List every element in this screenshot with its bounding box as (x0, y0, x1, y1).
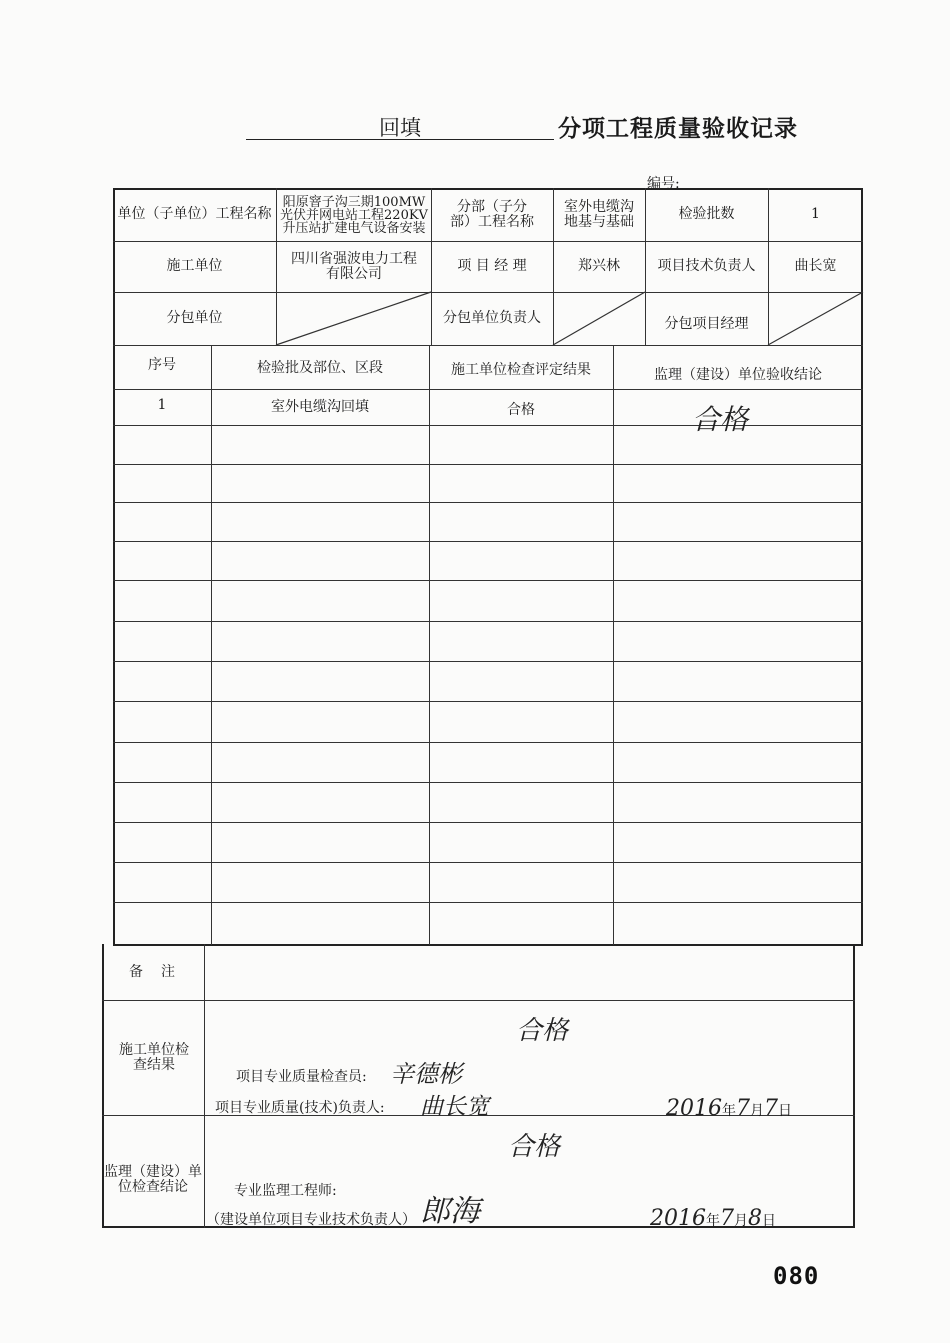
supervisor-check-label: 监理（建设）单位检查结论 (104, 1164, 202, 1195)
sub-lead-label: 分包单位负责人 (443, 310, 541, 326)
contractor-date-day-unit: 日 (778, 1103, 792, 1119)
owner-tech-lead-label: （建设单位项目专业技术负责人） (206, 1212, 416, 1228)
contractor-date (666, 1096, 792, 1121)
grid-line (204, 944, 205, 1228)
tech-lead-value: 曲长宽 (794, 258, 837, 274)
unit-project-label: 单位（子单位）工程名称 (117, 206, 272, 222)
subitem-name: 回填 (379, 116, 421, 140)
unit-project-value: 阳原窨子沟三期100MW光伏并网电站工程220KV升压站扩建电气设备安装 (280, 194, 428, 236)
contractor-label: 施工单位 (166, 258, 223, 274)
col-header-part: 检验批及部位、区段 (257, 360, 383, 376)
inspector-signature: 辛德彬 (390, 1060, 462, 1088)
sub-project-value: 室外电缆沟地基与基础 (564, 198, 634, 230)
sub-pm-label: 分包项目经理 (664, 316, 749, 332)
supervisor-date-year: 2016 (650, 1206, 706, 1231)
remarks-label: 备 注 (129, 963, 177, 980)
responsible-label: 项目专业质量(技术)负责人: (215, 1100, 385, 1116)
supervisor-verdict-handwritten: 合格 (508, 1132, 561, 1162)
col-header-no: 序号 (148, 356, 176, 373)
row-1-no: 1 (157, 396, 167, 413)
supervisor-date-day: 8 (748, 1206, 762, 1231)
row-1-conclusion-handwritten: 合格 (692, 403, 749, 436)
manager-value: 郑兴林 (578, 258, 620, 274)
contractor-date-year-unit: 年 (722, 1103, 736, 1119)
supervisor-date-month: 7 (720, 1206, 734, 1231)
supervisor-date-day-unit: 日 (762, 1213, 776, 1229)
contractor-verdict-handwritten: 合格 (516, 1016, 569, 1046)
contractor-date-month: 7 (736, 1096, 750, 1121)
supervisor-date-month-unit: 月 (734, 1213, 748, 1229)
supervisor-date (650, 1206, 776, 1231)
supervisor-date-year-unit: 年 (706, 1213, 720, 1229)
supervisor-engineer-label: 专业监理工程师: (234, 1183, 337, 1199)
serial-number-label: 编号: (647, 176, 680, 192)
col-header-result: 施工单位检查评定结果 (451, 362, 591, 378)
contractor-check-label: 施工单位检查结果 (119, 1041, 189, 1073)
inspector-label: 项目专业质量检查员: (236, 1069, 367, 1085)
contractor-date-day: 7 (764, 1096, 778, 1121)
batch-count-value: 1 (811, 206, 820, 222)
batch-count-label: 检验批数 (678, 206, 735, 222)
subcontractor-label: 分包单位 (166, 310, 223, 326)
row-1-part: 室外电缆沟回填 (271, 398, 369, 415)
tech-lead-label: 项目技术负责人 (657, 258, 756, 274)
page-number-stamp: 080 (773, 1262, 820, 1290)
manager-label: 项 目 经 理 (457, 258, 527, 274)
col-header-conclusion: 监理（建设）单位验收结论 (654, 367, 822, 383)
responsible-signature: 曲长宽 (420, 1094, 489, 1120)
page-title: 分项工程质量验收记录 (558, 116, 798, 142)
grid-line (102, 1000, 855, 1001)
contractor-value: 四川省强波电力工程有限公司 (291, 250, 417, 282)
sub-project-label: 分部（子分部）工程名称 (450, 198, 534, 230)
contractor-date-month-unit: 月 (750, 1103, 764, 1119)
row-1-result: 合格 (507, 401, 535, 418)
owner-signature: 郎海 (420, 1194, 480, 1229)
contractor-date-year: 2016 (666, 1096, 722, 1121)
